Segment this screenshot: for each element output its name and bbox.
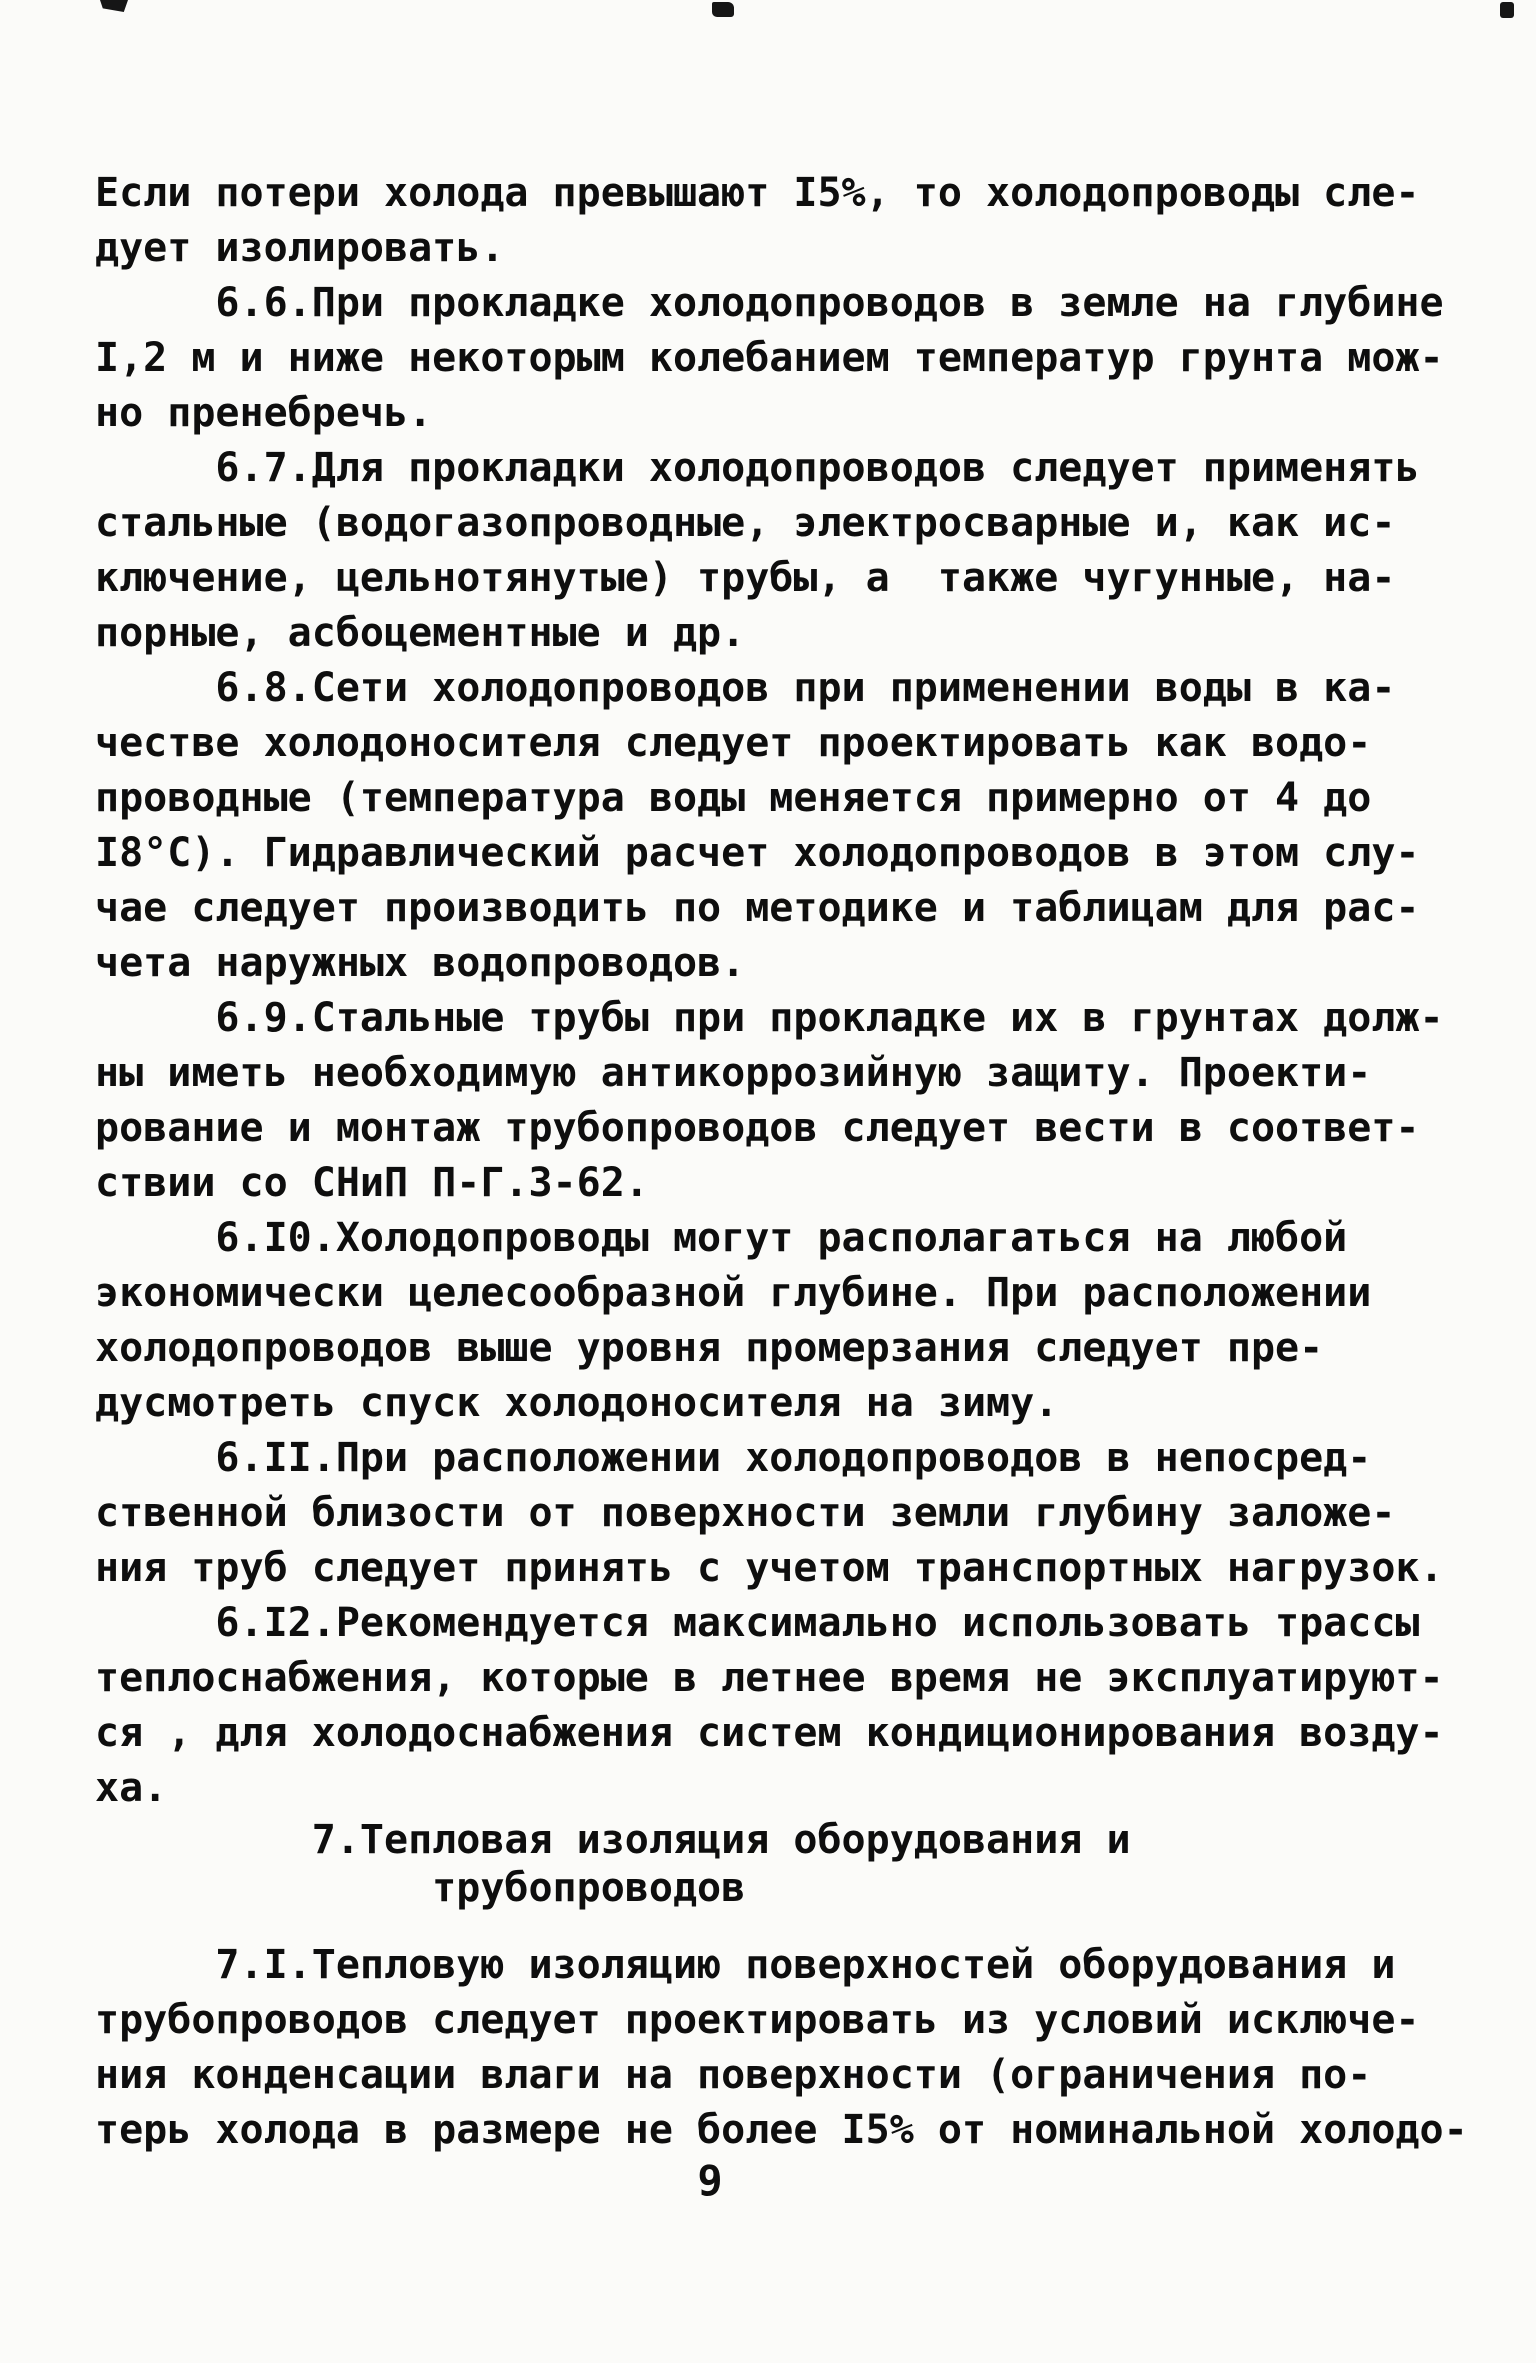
text-line: терь холода в размере не более I5% от номинальной холодо- [95,2107,1468,2153]
text-line: 6.6.При прокладке холодопроводов в земле на глубине [95,280,1444,326]
text-line: стальные (водогазопроводные, электросварные и, как ис- [95,500,1396,546]
text-line: 6.II.При расположении холодопроводов в непосред- [95,1435,1372,1481]
text-line: ны иметь необходимую антикоррозийную защиту. Проекти- [95,1050,1372,1096]
text-line: чета наружных водопроводов. [95,940,746,986]
text-line: ся , для холодоснабжения систем кондиционирования возду- [95,1710,1444,1756]
text-line: I,2 м и ниже некоторым колебанием температур грунта мож- [95,335,1444,381]
scan-artifact [712,2,734,17]
text-line: теплоснабжения, которые в летнее время не эксплуатируют- [95,1655,1444,1701]
text-line: порные, асбоцементные и др. [95,610,746,656]
text-line: 6.I0.Холодопроводы могут располагаться на любой [95,1215,1348,1261]
scan-artifact [1500,2,1514,18]
text-line: проводные (температура воды меняется примерно от 4 до [95,775,1372,821]
text-line: 6.I2.Рекомендуется максимально использовать трассы [95,1600,1420,1646]
text-line: честве холодоносителя следует проектировать как водо- [95,720,1372,766]
text-line: ния труб следует принять с учетом транспортных нагрузок. [95,1545,1444,1591]
text-line: 7.I.Тепловую изоляцию поверхностей оборудования и [95,1942,1396,1988]
text-line: дусмотреть спуск холодоносителя на зиму. [95,1380,1059,1426]
text-line: чае следует производить по методике и таблицам для рас- [95,885,1420,931]
text-line: ха. [95,1765,168,1811]
text-line: I8°С). Гидравлический расчет холодопроводов в этом слу- [95,830,1420,876]
text-line: ствии со СНиП П-Г.3-62. [95,1160,649,1206]
page-number: 9 [697,2156,723,2205]
text-line: холодопроводов выше уровня промерзания следует пре- [95,1325,1324,1371]
text-line: Если потери холода превышают I5%, то холодопроводы сле- [95,170,1420,216]
text-line: трубопроводов следует проектировать из условий исключе- [95,1997,1420,2043]
typewritten-text-block [95,168,1496,2160]
text-line: но пренебречь. [95,390,433,436]
section-heading-line: трубопроводов [95,1865,746,1911]
text-line: ственной близости от поверхности земли глубину заложе- [95,1490,1396,1536]
scan-artifact [100,0,128,12]
text-line: 6.8.Сети холодопроводов при применении воды в ка- [95,665,1396,711]
text-line: ключение, цельнотянутые) трубы, а также чугунные, на- [95,555,1396,601]
text-line: ния конденсации влаги на поверхности (ограничения по- [95,2052,1372,2098]
section-heading-line: 7.Тепловая изоляция оборудования и [95,1817,1131,1863]
text-line: 6.7.Для прокладки холодопроводов следует применять [95,445,1420,491]
text-line: 6.9.Стальные трубы при прокладке их в грунтах долж- [95,995,1444,1041]
text-line: дует изолировать. [95,225,505,271]
text-line: рование и монтаж трубопроводов следует вести в соответ- [95,1105,1420,1151]
text-line: экономически целесообразной глубине. При расположении [95,1270,1372,1316]
